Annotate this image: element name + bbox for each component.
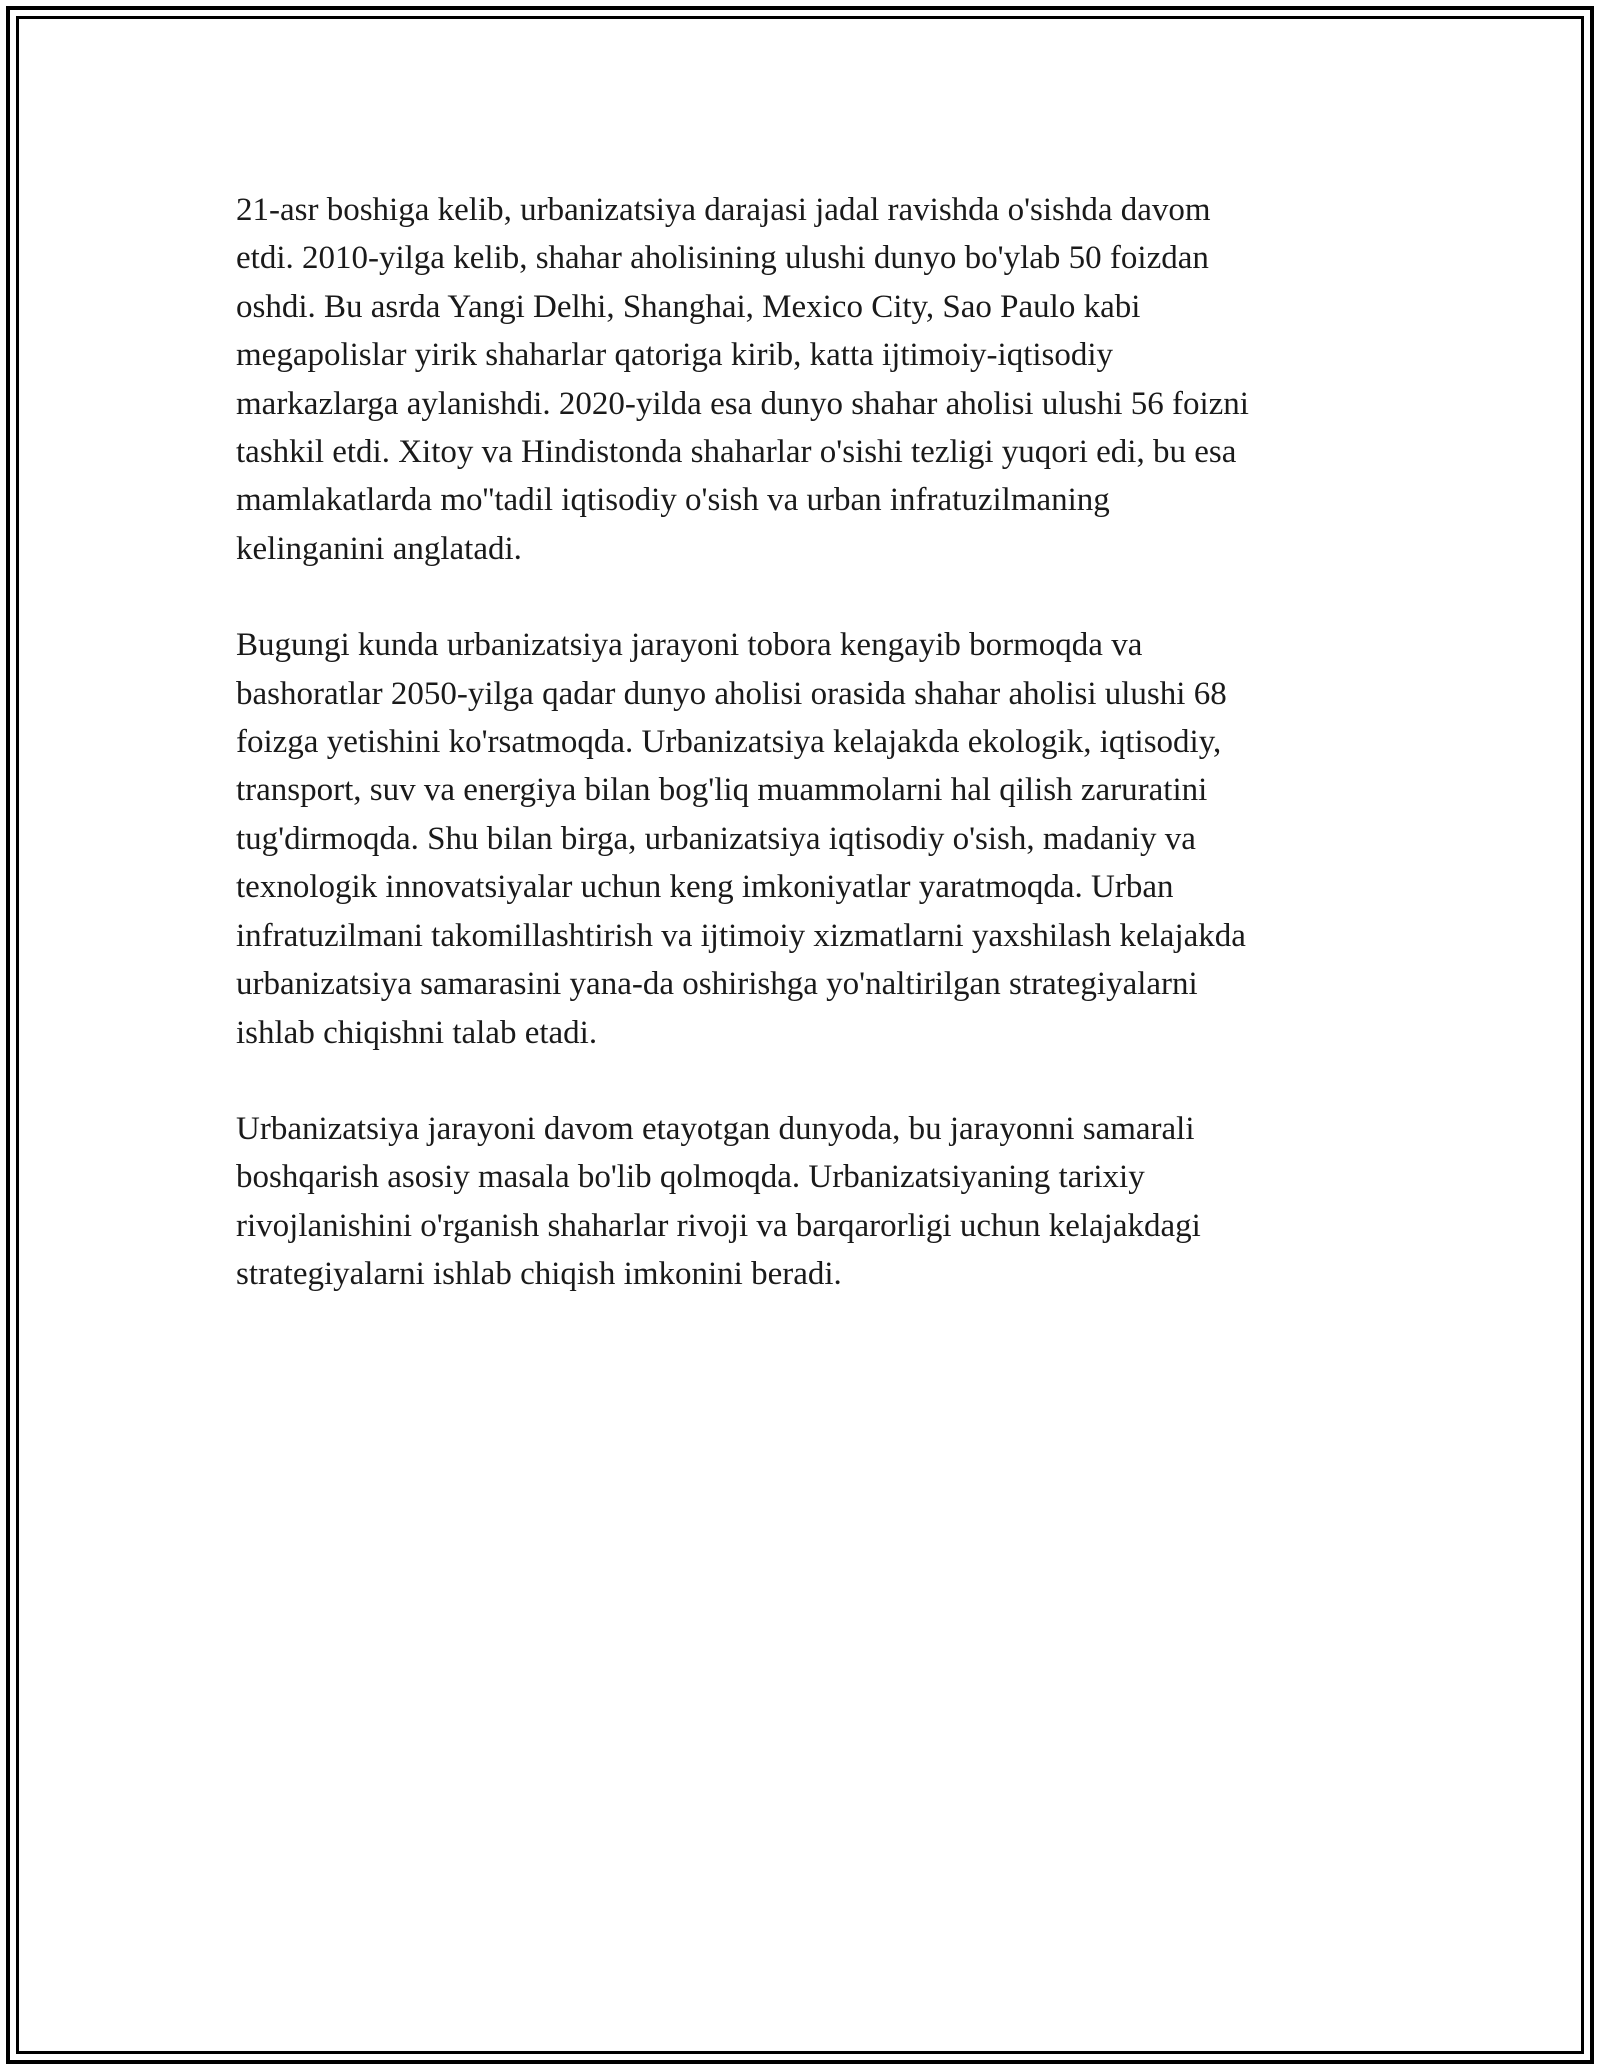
paragraph-3 [236, 1105, 1386, 1299]
text-line: megapolislar yirik shaharlar qatoriga kirib, katta ijtimoiy-iqtisodiy [236, 337, 1114, 374]
text-line: transport, suv va energiya bilan bog'liq muammolarni hal qilish zaruratini [236, 772, 1208, 809]
text-line: foizga yetishini ko'rsatmoqda. Urbanizatsiya kelajakda ekologik, iqtisodiy, [236, 724, 1222, 761]
text-line: Urbanizatsiya jarayoni davom etayotgan dunyoda, bu jarayonni samarali [236, 1110, 1195, 1147]
text-line: rivojlanishini o'rganish shaharlar rivoji va barqarorligi uchun kelajakdagi [236, 1207, 1201, 1244]
text-line: markazlarga aylanishdi. 2020-yilda esa dunyo shahar aholisi ulushi 56 foizni [236, 385, 1249, 422]
paragraph-1 [236, 186, 1386, 573]
text-line: tashkil etdi. Xitoy va Hindistonda shaharlar o'sishi tezligi yuqori edi, bu esa [236, 434, 1237, 471]
text-line: 21-asr boshiga kelib, urbanizatsiya darajasi jadal ravishda o'sishda davom [236, 192, 1211, 228]
text-line: infratuzilmani takomillashtirish va ijtimoiy xizmatlarni yaxshilash kelajakda [236, 917, 1246, 954]
text-line: etdi. 2010-yilga kelib, shahar aholisining ulushi dunyo bo'ylab 50 foizdan [236, 240, 1209, 277]
text-line: boshqarish asosiy masala bo'lib qolmoqda. Urbanizatsiyaning tarixiy [236, 1159, 1145, 1196]
text-line: mamlakatlarda mo''tadil iqtisodiy o'sish va urban infratuzilmaning [236, 482, 1110, 519]
text-line: ishlab chiqishni talab etadi. [236, 1014, 598, 1051]
text-line: urbanizatsiya samarasini yana-da oshirishga yo'naltirilgan strategiyalarni [236, 966, 1198, 1003]
text-line: texnologik innovatsiyalar uchun keng imkoniyatlar yaratmoqda. Urban [236, 869, 1174, 906]
text-line: strategiyalarni ishlab chiqish imkonini beradi. [236, 1256, 842, 1293]
document-body [236, 186, 1386, 1347]
text-line: Bugungi kunda urbanizatsiya jarayoni tobora kengayib bormoqda va [236, 627, 1143, 664]
text-line: kelinganini anglatadi. [236, 530, 522, 567]
paragraph-2 [236, 621, 1386, 1057]
text-line: bashoratlar 2050-yilga qadar dunyo aholisi orasida shahar aholisi ulushi 68 [236, 675, 1227, 712]
text-line: tug'dirmoqda. Shu bilan birga, urbanizatsiya iqtisodiy o'sish, madaniy va [236, 820, 1196, 857]
text-line: oshdi. Bu asrda Yangi Delhi, Shanghai, Mexico City, Sao Paulo kabi [236, 288, 1141, 325]
